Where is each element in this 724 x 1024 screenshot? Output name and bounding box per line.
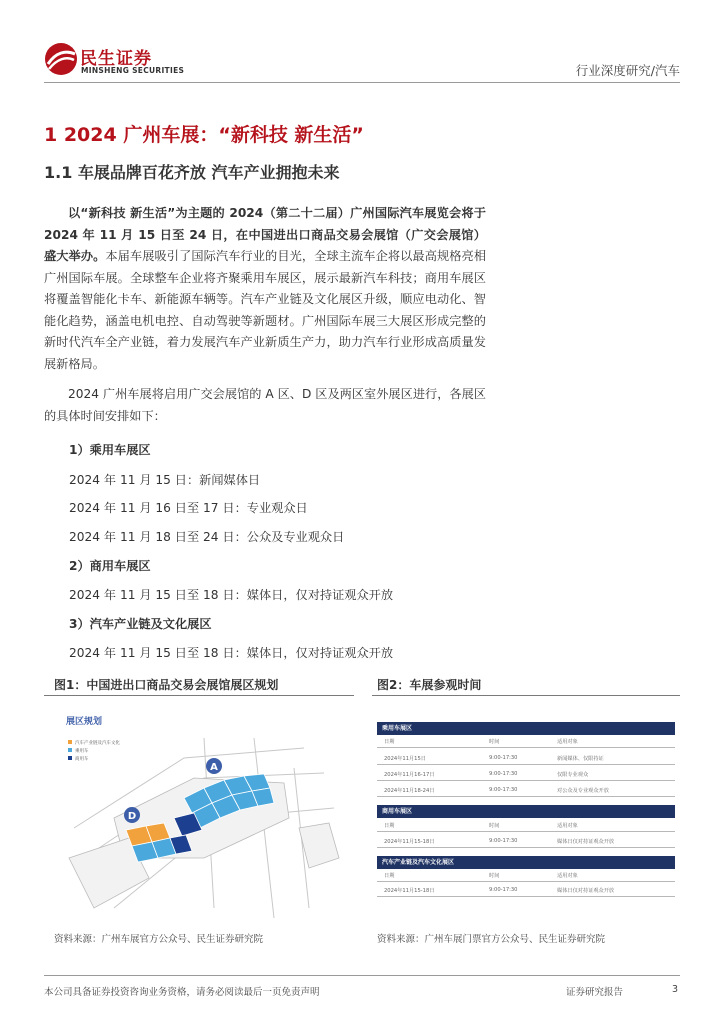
- hall-a-marker: [206, 758, 222, 774]
- minsheng-logo: [44, 42, 184, 82]
- table-row: 2024年11月18-24日 9:00-17:30 对公众及专业观众开放: [377, 785, 675, 797]
- commercial-zone-heading: 2）商用车展区: [69, 559, 151, 573]
- schedule-line: 2024 年 11 月 18 日至 24 日：公众及专业观众日: [69, 530, 345, 544]
- table-row: 2024年11月15日 9:00-17:30 新闻媒体、仅限持证: [377, 753, 675, 765]
- table-header-row: 日期 时间 适用对象: [377, 820, 675, 832]
- exhibition-map: [54, 708, 344, 926]
- figure1-title: 图1：中国进出口商品交易会展馆展区规划: [54, 678, 279, 692]
- table-row: 2024年11月15-18日 9:00-17:30 媒体日仅对持证观众开放: [377, 836, 675, 848]
- subsection-heading: 1.1 车展品牌百花齐放 汽车产业拥抱未来: [44, 163, 340, 182]
- schedule-intro-paragraph: 2024 广州车展将启用广交会展馆的 A 区、D 区及两区室外展区进行，各展区的具体时间安排如下：: [44, 387, 486, 423]
- legend-swatch: [68, 740, 72, 744]
- page-number: 3: [672, 984, 679, 995]
- header-divider: [44, 82, 680, 83]
- table-section-header: 汽车产业链及汽车文化展区: [377, 856, 675, 869]
- report-category: 行业深度研究/汽车: [575, 63, 680, 78]
- section-heading: 1 2024 广州车展：“新科技 新生活”: [44, 124, 364, 146]
- footer-disclaimer: 本公司具备证券投资咨询业务资格，请务必阅读最后一页免责声明: [44, 987, 320, 998]
- page-header: [0, 0, 724, 84]
- table-row: 2024年11月16-17日 9:00-17:30 仅限专业观众: [377, 769, 675, 781]
- map-title: 展区规划: [66, 717, 103, 727]
- minsheng-logo-icon: [44, 42, 78, 76]
- figure1-source: 资料来源：广州车展官方公众号、民生证券研究院: [54, 934, 264, 945]
- legend-label: 乘用车: [75, 749, 89, 754]
- schedule-line: 2024 年 11 月 15 日至 18 日：媒体日，仅对持证观众开放: [69, 646, 394, 660]
- footer-report-type: 证券研究报告: [566, 987, 624, 998]
- figure1-title-rule: [44, 695, 354, 696]
- visit-schedule-table: [377, 715, 675, 915]
- schedule-line: 2024 年 11 月 16 日至 17 日：专业观众日: [69, 501, 308, 515]
- figure2-title-rule: [372, 695, 680, 696]
- table-header-row: 日期 时间 适用对象: [377, 736, 675, 748]
- legend-label: 汽车产业链及汽车文化: [75, 741, 120, 746]
- schedule-line: 2024 年 11 月 15 日：新闻媒体日: [69, 473, 261, 487]
- intro-bold-text: 以“新科技 新生活”为主题的 2024（第二十二届）广州国际汽车展览会将于 2024 年 11 月 15 日至 24 日，在中国进出口商品交易会展馆（广交会展馆）盛大举办。: [44, 206, 486, 263]
- logo-en-text: MINSHENG SECURITIES: [81, 66, 185, 75]
- legend-swatch: [68, 756, 72, 760]
- passenger-zone-heading: 1）乘用车展区: [69, 443, 151, 457]
- footer-divider: [44, 975, 680, 976]
- chain-zone-heading: 3）汽车产业链及文化展区: [69, 617, 212, 631]
- hall-a-label: A: [210, 762, 218, 773]
- exhibition-map-drawing: [54, 708, 344, 926]
- intro-body-text: 本届车展吸引了国际汽车行业的目光，全球主流车企将以最高规格亮相广州国际车展。全球整车企业将齐聚乘用车展区，展示最新汽车科技；商用车展区将覆盖智能化卡车、新能源车辆等。汽车产业链及文化展区升级，顺应电动化、智能化趋势，涵盖电机电控、自动驾驶等新题材。广州国际车展三大展区形成完整的新时代汽车全产业链，着力发展汽车产业新质生产力，助力汽车行业形成高质量发展新格局。: [44, 249, 487, 371]
- figure2-source: 资料来源：广州车展门票官方公众号、民生证券研究院: [377, 934, 606, 945]
- hall-d-label: D: [127, 811, 137, 822]
- intro-paragraph: [44, 203, 486, 375]
- legend-label: 商用车: [75, 757, 89, 762]
- schedule-line: 2024 年 11 月 15 日至 18 日：媒体日，仅对持证观众开放: [69, 588, 394, 602]
- hall-d-marker: [124, 807, 140, 823]
- table-header-row: 日期 时间 适用对象: [377, 870, 675, 882]
- table-section-header: 商用车展区: [377, 805, 675, 818]
- table-row: 2024年11月15-18日 9:00-17:30 媒体日仅对持证观众开放: [377, 885, 675, 897]
- table-section-header: 乘用车展区: [377, 722, 675, 735]
- figure2-title: 图2：车展参观时间: [377, 678, 482, 692]
- legend-swatch: [68, 748, 72, 752]
- logo-cn-text: 民生证券: [80, 49, 152, 69]
